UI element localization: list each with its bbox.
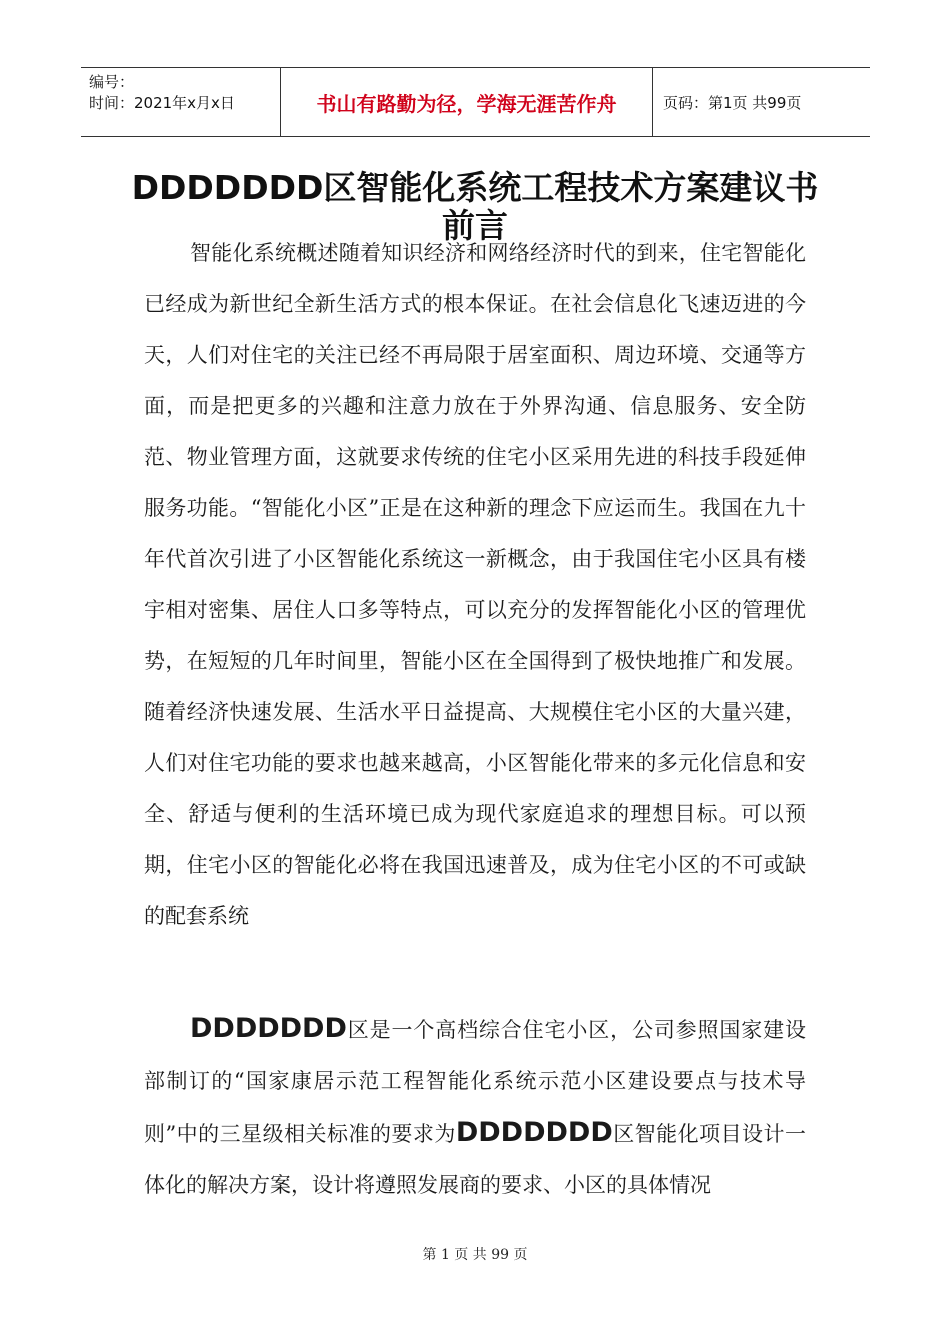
header-meta-cell <box>81 68 281 136</box>
project-name: DDDDDDD <box>455 1117 613 1148</box>
project-name: DDDDDDD <box>190 1013 347 1044</box>
document-time-label: 时间：2021年x月x日 <box>89 94 235 112</box>
page-footer: 第 1 页 共 99 页 <box>422 1247 528 1263</box>
paragraph-intro: 智能化系统概述随着知识经济和网络经济时代的到来，住宅智能化已经成为新世纪全新生活方式的根本保证。在社会信息化飞速迈进的今天，人们对住宅的关注已经不再局限于居室面积、周边环境、交通等方面，而是把更多的兴趣和注意力放在于外界沟通、信息服务、安全防范、物业管理方面，这就要求传统的住宅小区采用先进的科技手段延伸服务功能。“智能化小区”正是在这种新的理念下应运而生。我国在九十年代首次引进了小区智能化系统这一新概念，由于我国住宅小区具有楼宇相对密集、居住人口多等特点，可以充分的发挥智能化小区的管理优势，在短短的几年时间里，智能小区在全国得到了极快地推广和发展。随着经济快速发展、生活水平日益提高、大规模住宅小区的大量兴建，人们对住宅功能的要求也越来越高，小区智能化带来的多元化信息和安全、舒适与便利的生活环境已成为现代家庭追求的理想目标。可以预期，住宅小区的智能化必将在我国迅速普及，成为住宅小区的不可或缺的配套系统 <box>144 241 806 928</box>
header-motto: 书山有路勤为径，学海无涯苦作舟 <box>281 68 653 136</box>
section-heading: 前言 <box>442 206 508 245</box>
paragraph-text: 区智能化项目设计一体化的解决方案，设计将遵照发展商的要求、小区的具体情况 <box>144 1122 806 1197</box>
document-title: DDDDDDD区智能化系统工程技术方案建议书 <box>131 168 819 207</box>
header-page-info: 页码：第1页 共99页 <box>663 93 802 112</box>
paragraph-project <box>144 1003 806 1211</box>
page-header <box>81 67 870 137</box>
document-number-label: 编号： <box>89 73 135 91</box>
paragraph-text: 区是一个高档综合住宅小区，公司参照国家建设部制订的“国家康居示范工程智能化系统示范小区建设要点与技术导则”中的三星级相关标准的要求为 <box>144 1018 806 1146</box>
